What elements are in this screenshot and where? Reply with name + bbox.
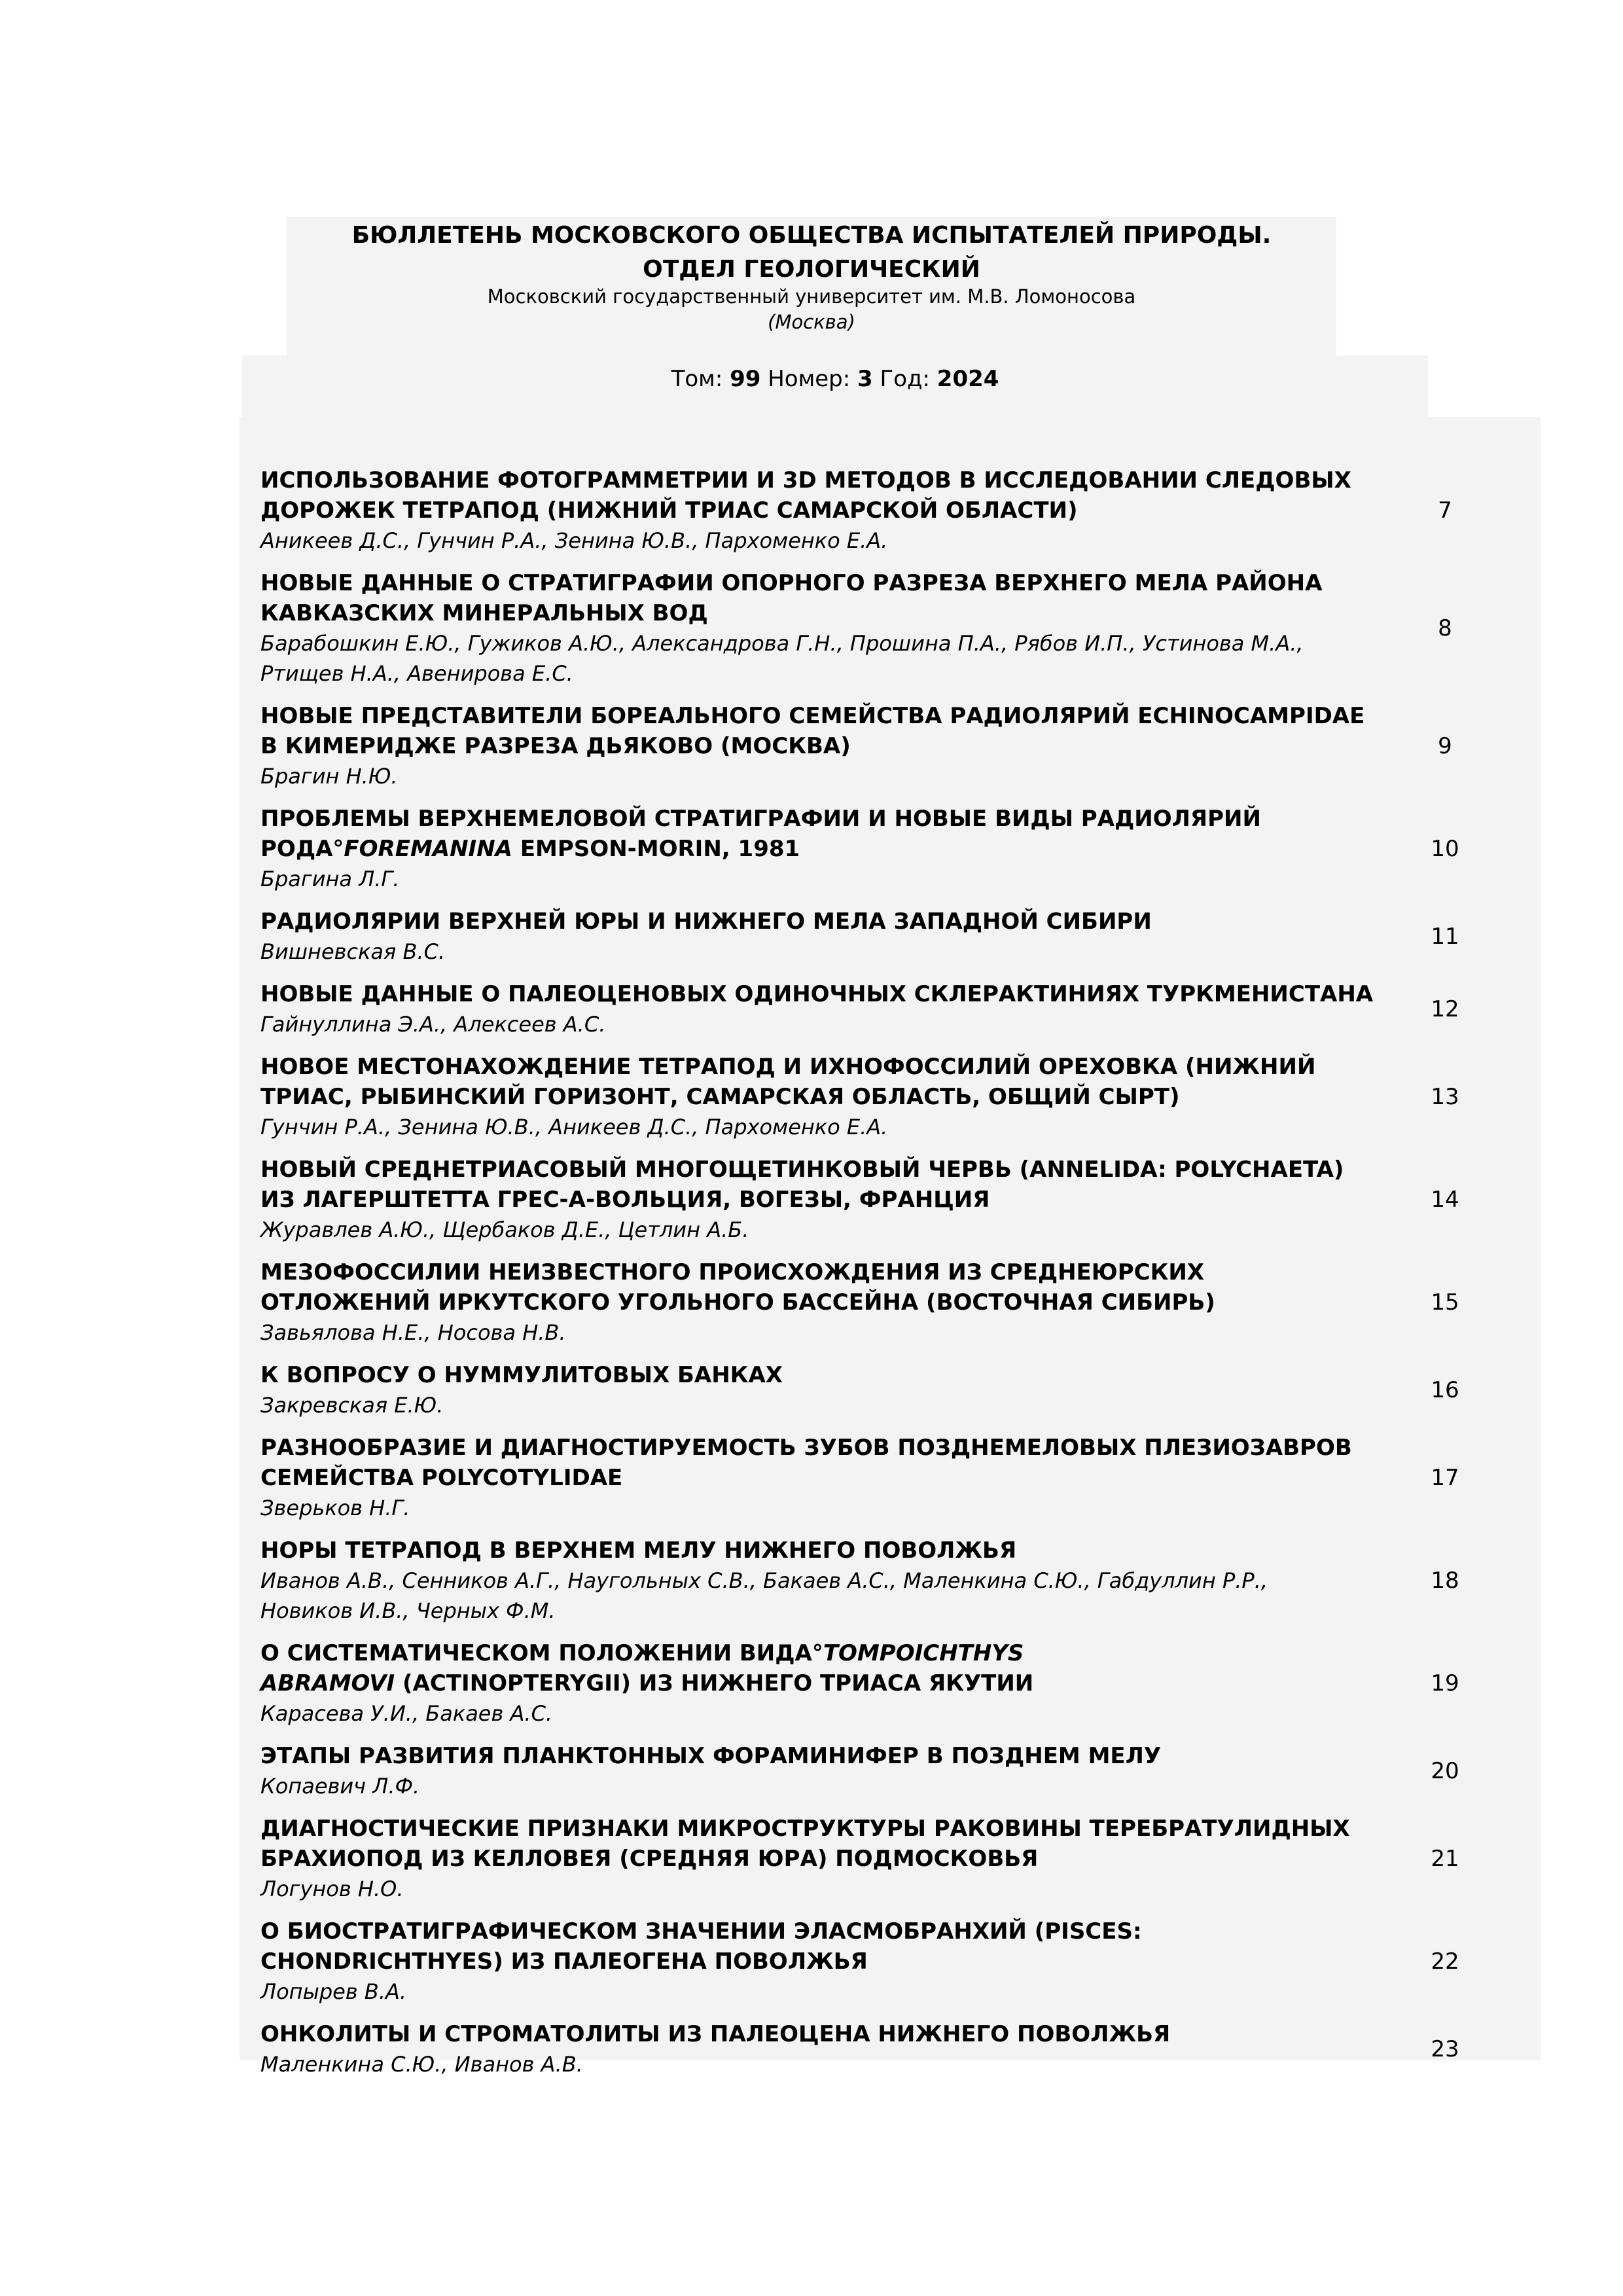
toc-entry-body <box>260 1155 1399 1245</box>
volume-label: Том: <box>671 366 723 392</box>
page-number: 9 <box>1438 733 1452 759</box>
issue-info <box>242 355 1428 417</box>
page-number: 17 <box>1431 1465 1459 1491</box>
article-authors: Копаевич Л.Ф. <box>260 1774 420 1799</box>
journal-title: БЮЛЛЕТЕНЬ МОСКОВСКОГО ОБЩЕСТВА ИСПЫТАТЕЛЕЙ ПРИРОДЫ. <box>351 222 1272 249</box>
toc-entry-body <box>260 568 1399 689</box>
toc-entry[interactable] <box>260 1741 1541 1801</box>
toc-entry[interactable] <box>260 804 1541 894</box>
article-title-line: ДИАГНОСТИЧЕСКИЕ ПРИЗНАКИ МИКРОСТРУКТУРЫ РАКОВИНЫ ТЕРЕБРАТУЛИДНЫХ <box>260 1816 1350 1842</box>
article-authors: Гайнуллина Э.А., Алексеев А.С. <box>260 1012 606 1037</box>
article-title-line: БРАХИОПОД ИЗ КЕЛЛОВЕЯ (СРЕДНЯЯ ЮРА) ПОДМОСКОВЬЯ <box>260 1846 1039 1872</box>
number: 3 <box>857 366 873 392</box>
article-title-line: CHONDRICHTHYES) ИЗ ПАЛЕОГЕНА ПОВОЛЖЬЯ <box>260 1948 868 1975</box>
article-authors: Зверьков Н.Г. <box>260 1496 410 1520</box>
journal-section: ОТДЕЛ ГЕОЛОГИЧЕСКИЙ <box>643 256 980 283</box>
article-title-line: НОРЫ ТЕТРАПОД В ВЕРХНЕМ МЕЛУ НИЖНЕГО ПОВОЛЖЬЯ <box>260 1537 1017 1564</box>
page-number: 10 <box>1431 836 1459 862</box>
volume: 99 <box>730 366 761 392</box>
toc-entry[interactable] <box>260 2019 1541 2079</box>
article-title-line: ИЗ ЛАГЕРШТЕТТА ГРЕС-А-ВОЛЬЦИЯ, ВОГЕЗЫ, ФРАНЦИЯ <box>260 1187 990 1213</box>
year: 2024 <box>936 366 999 392</box>
article-title-line: НОВЫЕ ДАННЫЕ О СТРАТИГРАФИИ ОПОРНОГО РАЗРЕЗА ВЕРХНЕГО МЕЛА РАЙОНА <box>260 570 1323 596</box>
toc-entry-body <box>260 979 1399 1039</box>
page-number: 13 <box>1431 1084 1459 1110</box>
toc-entry-body <box>260 906 1399 967</box>
article-title-line: НОВЫЕ ДАННЫЕ О ПАЛЕОЦЕНОВЫХ ОДИНОЧНЫХ СКЛЕРАКТИНИЯХ ТУРКМЕНИСТАНА <box>260 981 1374 1007</box>
toc-entry[interactable] <box>260 1814 1541 1904</box>
toc-entry-body <box>260 1360 1399 1420</box>
page-number: 14 <box>1431 1187 1459 1213</box>
toc-entry[interactable] <box>260 1052 1541 1142</box>
toc-entry-body <box>260 1916 1399 2007</box>
article-authors: Новиков И.В., Черных Ф.М. <box>260 1598 556 1623</box>
article-authors: Гунчин Р.А., Зенина Ю.В., Аникеев Д.С., Пархоменко Е.А. <box>260 1115 888 1139</box>
article-authors: Брагин Н.Ю. <box>260 764 398 789</box>
page-number: 22 <box>1431 1948 1459 1975</box>
article-title-line: ПРОБЛЕМЫ ВЕРХНЕМЕЛОВОЙ СТРАТИГРАФИИ И НОВЫЕ ВИДЫ РАДИОЛЯРИЙ <box>260 806 1261 832</box>
article-title-line: НОВЫЙ СРЕДНЕТРИАСОВЫЙ МНОГОЩЕТИНКОВЫЙ ЧЕРВЬ (ANNELIDA: POLYCHAETA) <box>260 1157 1344 1183</box>
article-title-line: ЭТАПЫ РАЗВИТИЯ ПЛАНКТОННЫХ ФОРАМИНИФЕР В ПОЗДНЕМ МЕЛУ <box>260 1743 1162 1769</box>
toc-entry[interactable] <box>260 1155 1541 1245</box>
page-number: 18 <box>1431 1568 1459 1594</box>
table-of-contents <box>260 465 1541 2092</box>
toc-entry[interactable] <box>260 906 1541 967</box>
article-authors: Аникеев Д.С., Гунчин Р.А., Зенина Ю.В., Пархоменко Е.А. <box>260 528 888 553</box>
toc-entry[interactable] <box>260 1360 1541 1420</box>
article-authors: Журавлев А.Ю., Щербаков Д.Е., Цетлин А.Б. <box>260 1217 749 1242</box>
toc-entry[interactable] <box>260 1535 1541 1626</box>
article-title-segment: FOREMANINA <box>344 836 512 862</box>
page-number: 12 <box>1431 996 1459 1022</box>
article-title-line: МЕЗОФОССИЛИИ НЕИЗВЕСТНОГО ПРОИСХОЖДЕНИЯ ИЗ СРЕДНЕЮРСКИХ <box>260 1259 1205 1285</box>
number-label: Номер: <box>768 366 851 392</box>
toc-entry-body <box>260 1257 1399 1348</box>
page-number: 21 <box>1431 1846 1459 1872</box>
article-title-line: О БИОСТРАТИГРАФИЧЕСКОМ ЗНАЧЕНИИ ЭЛАСМОБРАНХИЙ (PISCES: <box>260 1918 1142 1945</box>
article-title-line: КАВКАЗСКИХ МИНЕРАЛЬНЫХ ВОД <box>260 600 708 626</box>
page-number: 15 <box>1431 1289 1459 1316</box>
toc-entry-body <box>260 1741 1399 1801</box>
article-title-line: ДОРОЖЕК ТЕТРАПОД (НИЖНИЙ ТРИАС САМАРСКОЙ ОБЛАСТИ) <box>260 497 1078 524</box>
article-authors: Логунов Н.О. <box>260 1876 404 1901</box>
page-number: 8 <box>1438 615 1452 641</box>
article-authors: Барабошкин Е.Ю., Гужиков А.Ю., Александрова Г.Н., Прошина П.А., Рябов И.П., Устинова М.А., <box>260 631 1304 656</box>
article-title-segment: EMPSON-MORIN, 1981 <box>512 836 800 862</box>
issue-line <box>242 366 1428 392</box>
page-number: 7 <box>1438 497 1452 524</box>
toc-entry[interactable] <box>260 568 1541 689</box>
article-authors: Маленкина С.Ю., Иванов А.В. <box>260 2052 583 2077</box>
article-title-line <box>260 1638 1399 1668</box>
toc-entry-body <box>260 1052 1399 1142</box>
toc-entry[interactable] <box>260 979 1541 1039</box>
page-number: 11 <box>1431 924 1459 950</box>
article-title-line <box>260 834 1399 864</box>
article-title-line: НОВОЕ МЕСТОНАХОЖДЕНИЕ ТЕТРАПОД И ИХНОФОССИЛИЙ ОРЕХОВКА (НИЖНИЙ <box>260 1054 1316 1080</box>
article-authors: Завьялова Н.Е., Носова Н.В. <box>260 1320 566 1345</box>
article-authors: Брагина Л.Г. <box>260 867 400 891</box>
article-title-line: ИСПОЛЬЗОВАНИЕ ФОТОГРАММЕТРИИ И 3D МЕТОДОВ В ИССЛЕДОВАНИИ СЛЕДОВЫХ <box>260 467 1351 493</box>
article-title-line: ОТЛОЖЕНИЙ ИРКУТСКОГО УГОЛЬНОГО БАССЕЙНА (ВОСТОЧНАЯ СИБИРЬ) <box>260 1289 1215 1316</box>
toc-entry-body <box>260 1638 1399 1729</box>
article-title-line: РАДИОЛЯРИИ ВЕРХНЕЙ ЮРЫ И НИЖНЕГО МЕЛА ЗАПАДНОЙ СИБИРИ <box>260 908 1152 935</box>
article-title-segment: TOMPOICHTHYS <box>823 1640 1024 1666</box>
article-authors: Ртищев Н.А., Авенирова Е.С. <box>260 661 573 686</box>
article-title-line: СЕМЕЙСТВА POLYCOTYLIDAE <box>260 1465 623 1491</box>
toc-entry-body <box>260 1535 1399 1626</box>
toc-entry-body <box>260 465 1399 556</box>
article-title-line: РАЗНООБРАЗИЕ И ДИАГНОСТИРУЕМОСТЬ ЗУБОВ ПОЗДНЕМЕЛОВЫХ ПЛЕЗИОЗАВРОВ <box>260 1435 1352 1461</box>
article-title-line: НОВЫЕ ПРЕДСТАВИТЕЛИ БОРЕАЛЬНОГО СЕМЕЙСТВА РАДИОЛЯРИЙ ECHINOCAMPIDAE <box>260 703 1365 729</box>
journal-header <box>287 217 1336 355</box>
article-title-segment: ABRAMOVI <box>260 1670 395 1696</box>
article-title-line: ТРИАС, РЫБИНСКИЙ ГОРИЗОНТ, САМАРСКАЯ ОБЛАСТЬ, ОБЩИЙ СЫРТ) <box>260 1084 1180 1110</box>
article-title-line: К ВОПРОСУ О НУММУЛИТОВЫХ БАНКАХ <box>260 1362 783 1388</box>
toc-entry[interactable] <box>260 1638 1541 1729</box>
article-title-segment: (ACTINOPTERYGII) ИЗ НИЖНЕГО ТРИАСА ЯКУТИИ <box>395 1670 1034 1696</box>
toc-entry[interactable] <box>260 1433 1541 1523</box>
article-title-segment: О СИСТЕМАТИЧЕСКОМ ПОЛОЖЕНИИ ВИДА° <box>260 1640 823 1666</box>
toc-entry-body <box>260 804 1399 894</box>
city: (Москва) <box>768 311 855 333</box>
publisher: Московский государственный университет им. М.В. Ломоносова <box>487 285 1136 308</box>
toc-entry-body <box>260 701 1399 791</box>
article-title-line: ОНКОЛИТЫ И СТРОМАТОЛИТЫ ИЗ ПАЛЕОЦЕНА НИЖНЕГО ПОВОЛЖЬЯ <box>260 2021 1171 2047</box>
toc-entry-body <box>260 2019 1399 2079</box>
toc-entry[interactable] <box>260 701 1541 791</box>
article-title-segment: РОДА° <box>260 836 344 862</box>
article-authors: Вишневская В.С. <box>260 939 446 964</box>
toc-entry-body <box>260 1433 1399 1523</box>
toc-entry[interactable] <box>260 1916 1541 2007</box>
page-number: 16 <box>1431 1377 1459 1403</box>
page-number: 23 <box>1431 2036 1459 2062</box>
toc-entry-body <box>260 1814 1399 1904</box>
article-authors: Иванов А.В., Сенников А.Г., Наугольных С.В., Бакаев А.С., Маленкина С.Ю., Габдуллин Р.Р., <box>260 1568 1268 1593</box>
page-number: 20 <box>1431 1758 1459 1784</box>
toc-entry[interactable] <box>260 465 1541 556</box>
year-label: Год: <box>880 366 930 392</box>
article-title-line: В КИМЕРИДЖЕ РАЗРЕЗА ДЬЯКОВО (МОСКВА) <box>260 733 851 759</box>
article-authors: Лопырев В.А. <box>260 1979 407 2004</box>
article-title-line <box>260 1668 1399 1698</box>
toc-entry[interactable] <box>260 1257 1541 1348</box>
article-authors: Карасева У.И., Бакаев А.С. <box>260 1701 553 1726</box>
page-number: 19 <box>1431 1670 1459 1696</box>
article-authors: Закревская Е.Ю. <box>260 1393 444 1418</box>
